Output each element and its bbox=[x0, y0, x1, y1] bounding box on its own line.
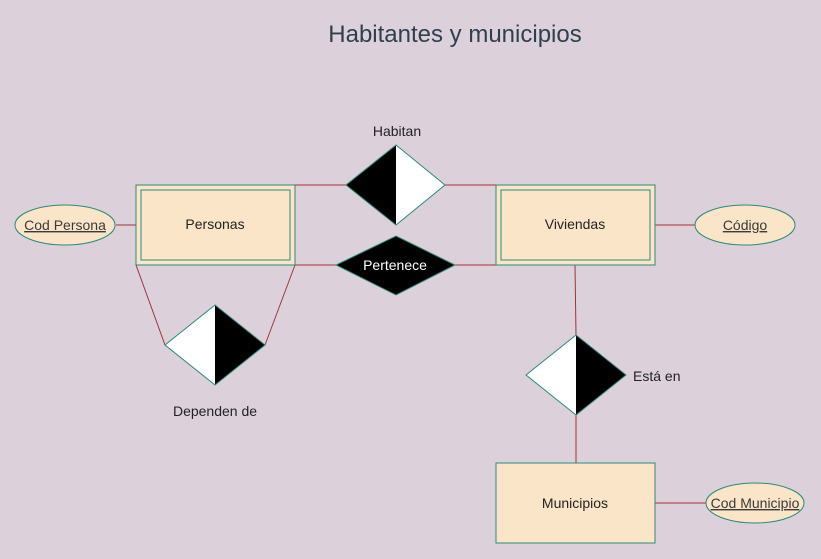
entity-personas-label: Personas bbox=[185, 216, 245, 232]
relationship-habitan-label: Habitan bbox=[372, 123, 422, 139]
relationship-pertenece-label: Pertenece bbox=[363, 257, 427, 273]
line-personas-dependen-left bbox=[136, 265, 165, 345]
attribute-cod-municipio[interactable] bbox=[706, 483, 804, 523]
line-viviendas-estaen bbox=[575, 265, 576, 335]
attribute-cod-persona[interactable] bbox=[15, 205, 115, 245]
relationship-pertenece[interactable] bbox=[336, 236, 455, 295]
entity-municipios-label: Municipios bbox=[541, 495, 609, 511]
attribute-codigo[interactable] bbox=[695, 205, 795, 245]
entity-viviendas[interactable] bbox=[496, 185, 655, 265]
line-personas-dependen-right bbox=[265, 265, 295, 345]
entity-personas[interactable] bbox=[136, 185, 295, 265]
entity-viviendas-label: Viviendas bbox=[544, 216, 606, 232]
relationship-habitan[interactable] bbox=[346, 123, 445, 225]
entity-municipios[interactable] bbox=[496, 463, 655, 543]
relationship-esta-en-label: Está en bbox=[633, 368, 681, 384]
attribute-cod-municipio-label: Cod Municipio bbox=[710, 495, 800, 511]
attribute-cod-persona-label: Cod Persona bbox=[24, 217, 106, 233]
relationship-dependen-de[interactable] bbox=[165, 305, 265, 419]
diagram-title: Habitantes y municipios bbox=[328, 21, 582, 48]
relationship-esta-en[interactable] bbox=[526, 335, 680, 415]
relationship-dependen-de-label: Dependen de bbox=[172, 403, 258, 419]
attribute-codigo-label: Código bbox=[722, 217, 768, 233]
